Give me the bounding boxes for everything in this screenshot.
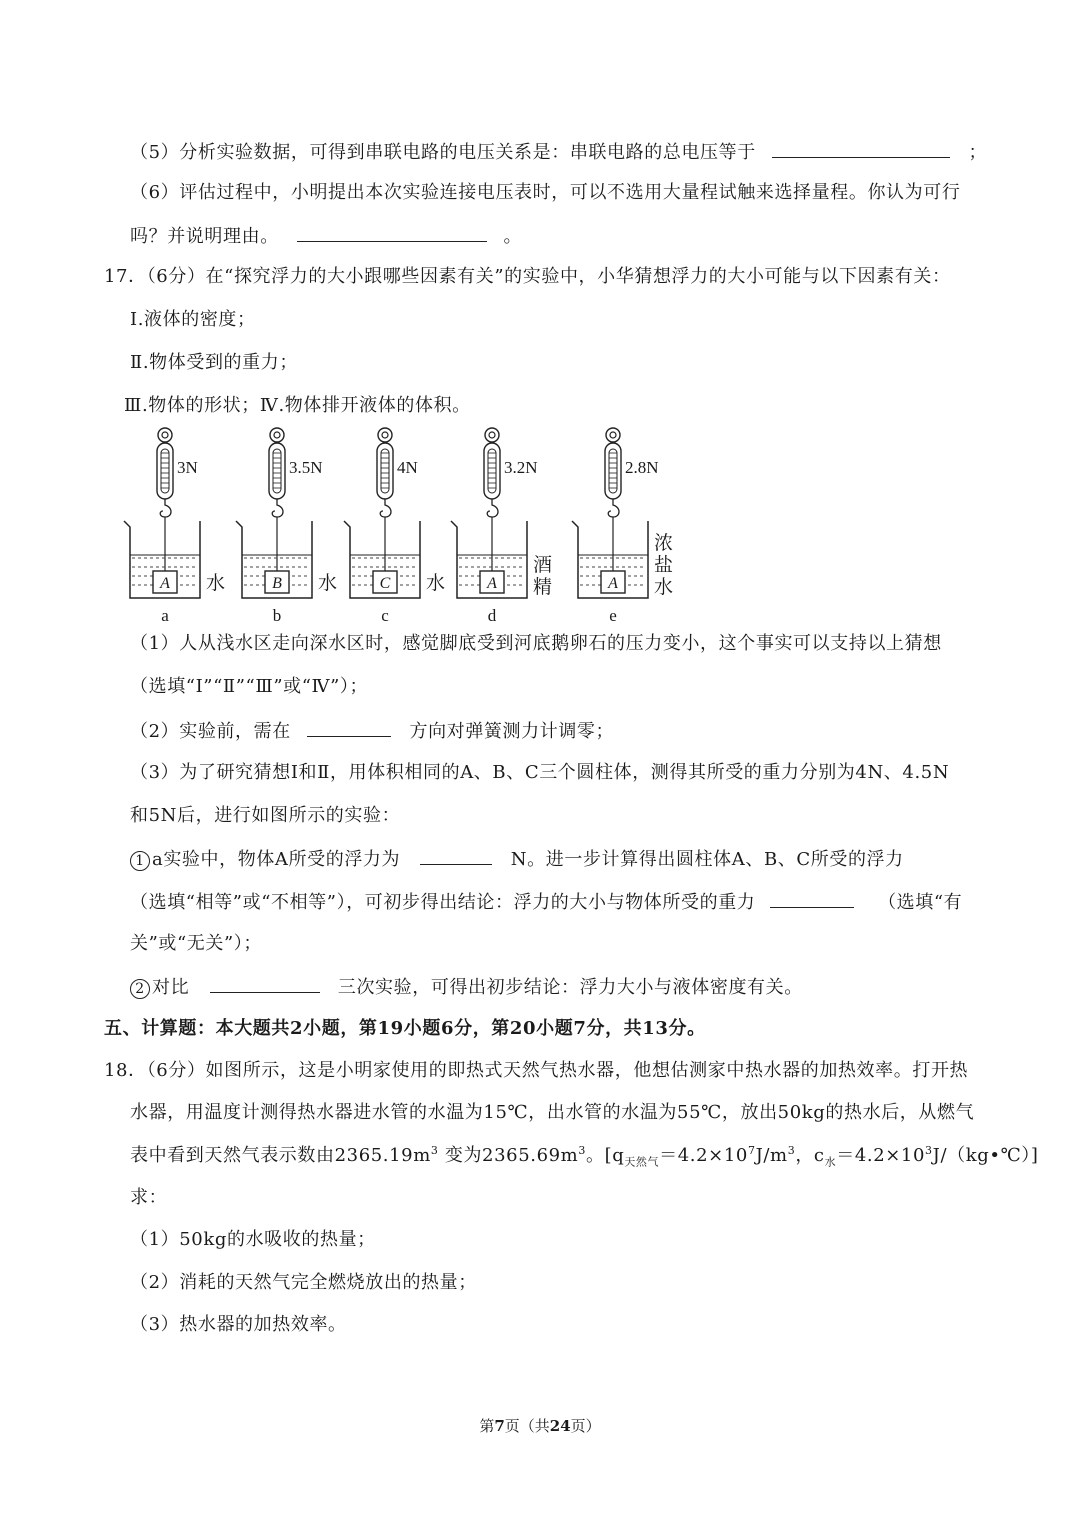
scale-reading: 3N [177,458,198,477]
scale-hook [487,499,498,517]
q17-guess-2: Ⅱ.物体受到的重力； [130,352,298,373]
block-label: B [272,575,282,592]
liquid-label: 水 [426,572,446,594]
scale-ring-inner [610,432,616,438]
circled-number: 1 [130,851,150,871]
answer-blank[interactable] [307,718,391,737]
scale-reading: 4N [397,458,418,477]
panel-label: b [272,606,282,625]
q17-guess-3-4: Ⅲ.物体的形状；Ⅳ.物体排开液体的体积。 [124,395,471,416]
q16-part6-line1: （6）评估过程中，小明提出本次实验连接电压表时，可以不选用大量程试触来选择量程。你认为可行 [130,182,961,203]
panel-label: e [609,606,617,625]
q16-part5: （5）分析实验数据，可得到串联电路的电压关系是：串联电路的总电压等于 ； [130,139,987,165]
scale-ring [606,428,620,442]
q17-part1-line1: （1）人从浅水区走向深水区时，感觉脚底受到河底鹅卵石的压力变小，这个事实可以支持以上猜想 [130,633,942,654]
scale-hook [380,499,391,517]
panel-label: d [487,606,497,625]
q16-part6-line2: 吗？并说明理由。 。 [130,223,522,249]
scale-ring-inner [489,432,495,438]
panel-d [451,428,552,625]
panel-c [344,428,445,625]
q17-guess-1: Ⅰ.液体的密度； [130,309,256,330]
panel-a [124,428,225,625]
liquid-label: 酒 [533,554,553,576]
spring-scale-body [605,443,621,499]
spring-scale-body [157,443,173,499]
section-5-title: 五、计算题：本大题共2小题，第19小题6分，第20小题7分，共13分。 [104,1018,706,1039]
answer-blank[interactable] [297,223,487,242]
panel-label: c [381,606,389,625]
liquid-label: 水 [318,572,338,594]
block-label: A [608,575,618,592]
liquid-label: 盐 [654,554,674,576]
circled-number: 2 [130,979,150,999]
scale-ring [158,428,172,442]
scale-ring [378,428,392,442]
scale-hook [608,499,619,517]
q17-sub1-line3: 关”或“无关”）； [130,933,263,954]
scale-reading: 3.5N [289,458,323,477]
spring-scale-body [269,443,285,499]
liquid-label: 精 [533,576,553,598]
block-label: C [379,575,391,592]
liquid-label: 水 [206,572,226,594]
liquid-label: 水 [654,576,674,598]
page-total: 24 [549,1417,571,1435]
scale-reading: 3.2N [504,458,538,477]
block-label: A [487,575,497,592]
answer-blank[interactable] [210,974,320,993]
q17-stem: 17．（6分）在“探究浮力的大小跟哪些因素有关”的实验中，小华猜想浮力的大小可能与以下因素有关： [104,266,951,287]
experiment-figure-svg [120,423,680,628]
answer-blank[interactable] [772,139,950,158]
q18-line2: 水器，用温度计测得热水器进水管的水温为15℃，出水管的水温为55℃，放出50kg的热水后，从燃气 [130,1102,975,1123]
panel-e [572,428,673,625]
panel-label: a [161,606,169,625]
q17-part3-line2: 和5N后，进行如图所示的实验： [130,805,401,826]
scale-hook [160,499,171,517]
scale-ring [485,428,499,442]
q17-part1-line2: （选填“Ⅰ”“Ⅱ”“Ⅲ”或“Ⅳ”）； [130,676,369,697]
block-label: A [160,575,170,592]
panel-b [236,428,337,625]
q18-sub1: （1）50kg的水吸收的热量； [130,1229,376,1250]
q17-sub1-line1: 1 a实验中，物体A所受的浮力为 N。进一步计算得出圆柱体A、B、C所受的浮力 [130,846,904,872]
q18-line3: 表中看到天然气表示数由$2365.19m^3$ 变为$2365.69m^3$。[$q_{天然气}=4.2\times 10^7J/m^3$，$c_水=4.2\times 10^3J/(kg•℃)$] [130,1144,1039,1169]
spring-scale-body [377,443,393,499]
q17-sub1-line2: （选填“相等”或“不相等”），可初步得出结论：浮力的大小与物体所受的重力 （选填“有 [130,889,962,915]
q17-sub2: 2 对比 三次实验，可得出初步结论：浮力大小与液体密度有关。 [130,974,803,1000]
answer-blank[interactable] [770,889,854,908]
page-footer: 第7页（共24页） [479,1417,601,1435]
q18-line1: 18．（6分）如图所示，这是小明家使用的即热式天然气热水器，他想估测家中热水器的加热效率。打开热 [104,1060,969,1081]
scale-reading: 2.8N [625,458,659,477]
q17-part2: （2）实验前，需在 方向对弹簧测力计调零； [130,718,614,744]
scale-ring-inner [162,432,168,438]
q17-part3-line1: （3）为了研究猜想Ⅰ和Ⅱ，用体积相同的A、B、C三个圆柱体，测得其所受的重力分别为4N、4.5N [130,762,950,783]
q18-line4: 求： [130,1187,168,1208]
experiment-figure [120,423,680,628]
scale-ring-inner [274,432,280,438]
q18-sub2: （2）消耗的天然气完全燃烧放出的热量； [130,1272,477,1293]
page-number: 7 [494,1417,505,1435]
scale-ring [270,428,284,442]
scale-hook [272,499,283,517]
scale-ring-inner [382,432,388,438]
liquid-label: 浓 [654,532,674,554]
spring-scale-body [484,443,500,499]
answer-blank[interactable] [420,846,492,865]
q18-sub3: （3）热水器的加热效率。 [130,1314,347,1335]
